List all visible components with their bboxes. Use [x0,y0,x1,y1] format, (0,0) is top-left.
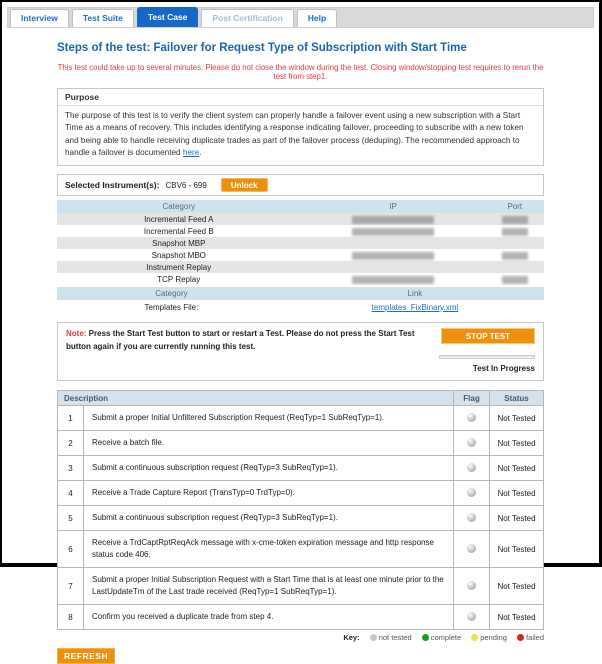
ip-cell-redacted [301,225,486,237]
port-cell-redacted [486,213,544,225]
tab-bar [7,7,594,28]
category-cell: Incremental Feed A [57,213,301,225]
ip-cell-redacted [301,273,486,285]
ip-cell-redacted [301,249,486,261]
flag-cell [454,456,490,481]
tab-post-certification: Post Certification [201,9,293,27]
step-number: 7 [58,568,84,605]
category-cell: Snapshot MBO [151,250,206,260]
step-row [58,456,544,481]
table-row [57,213,544,225]
table-row [57,237,544,249]
stop-test-button[interactable]: STOP TEST [441,328,535,344]
instruments-table [57,200,544,285]
step-description: Confirm you received a duplicate trade from step 4. [84,605,454,630]
table-row [57,225,544,237]
flag-cell [454,506,490,531]
note-prefix: Note: [66,329,87,339]
table-row [57,261,544,273]
purpose-suffix: . [199,147,202,157]
step-status: Not Tested [490,481,544,506]
templates-file-label: Templates File: [144,302,199,312]
tab-test-case[interactable]: Test Case [137,7,199,27]
step-description: Submit a proper Initial Unfiltered Subscription Request (ReqTyp=1 SubReqTyp=1). [84,406,454,431]
note-panel [57,322,544,381]
selected-instruments-bar [57,174,544,196]
table-row [57,273,544,285]
step-number: 5 [58,506,84,531]
step-description: Receive a batch file. [84,431,454,456]
step-number: 2 [58,431,84,456]
column-header-category: Category [57,287,286,300]
flag-not-tested-icon [467,544,476,553]
step-status: Not Tested [490,431,544,456]
redacted-value [352,228,434,236]
note-body: Press the Start Test button to start or restart a Test. Please do not press the Start Test button again if you are currently running this test. [66,329,415,351]
column-header-link: Link [286,287,544,300]
column-header-port: Port [486,200,544,213]
key-item-label: complete [430,633,462,643]
step-row [58,531,544,568]
failed-dot-icon [517,634,524,641]
flag-not-tested-icon [467,513,476,522]
step-status: Not Tested [490,406,544,431]
table-row [57,249,544,261]
complete-dot-icon [422,634,429,641]
step-description: Submit a continuous subscription request (ReqTyp=3 SubReqTyp=1). [84,506,454,531]
redacted-value [502,276,528,284]
redacted-value [352,276,434,284]
column-header-ip: IP [301,200,486,213]
templates-file-link[interactable]: templates_FixBinary.xml [371,302,459,312]
port-cell-redacted [486,273,544,285]
step-row [58,431,544,456]
note-text [66,328,434,373]
flag-not-tested-icon [467,413,476,422]
refresh-button[interactable]: REFRESH [57,648,115,664]
redacted-value [502,252,528,260]
flag-cell [454,481,490,506]
not-tested-dot-icon [370,634,377,641]
column-header-flag: Flag [454,391,490,406]
key-item-label: not tested [378,633,412,643]
steps-table [57,390,544,630]
step-row [58,568,544,605]
redacted-value [502,216,528,224]
step-status: Not Tested [490,605,544,630]
documentation-link[interactable]: here [182,147,200,157]
step-description: Submit a proper Initial Subscription Request with a Start Time that is at least one minute prior to the LastUpdateTm of the Last trade received (ReqTyp=1 SubReqTyp=1). [84,568,454,605]
step-number: 1 [58,406,84,431]
tab-test-suite[interactable]: Test Suite [72,9,134,27]
selected-instruments-label: Selected Instrument(s): [65,180,160,191]
purpose-text: The purpose of this test is to verify the client system can properly handle a failover event using a new subscription with a Start Time as a means of recovery. This includes identifying a response indicating failover, proceeding to subscribe with a new token and being able to handle receiving duplicate trades as part of the failover process (deduping). The recommended approach to handle a failover is documented [65,111,524,157]
step-description: Submit a continuous subscription request (ReqTyp=3 SubReqTyp=1). [84,456,454,481]
flag-not-tested-icon [467,581,476,590]
step-number: 6 [58,531,84,568]
step-number: 8 [58,605,84,630]
flag-cell [454,406,490,431]
flag-cell [454,531,490,568]
flag-not-tested-icon [467,612,476,621]
step-status: Not Tested [490,456,544,481]
ip-cell [301,237,486,249]
port-cell-redacted [486,249,544,261]
pending-dot-icon [471,634,478,641]
key-label: Key: [343,633,360,643]
step-description: Receive a Trade Capture Report (TransTyp=0 TrdTyp=0). [84,481,454,506]
category-cell: Incremental Feed B [143,226,214,236]
page-title: Steps of the test: Failover for Request Type of Subscription with Start Time [57,42,467,54]
key-item-label: pending [480,633,507,643]
step-number: 4 [58,481,84,506]
flag-not-tested-icon [467,438,476,447]
flag-cell [454,431,490,456]
step-status: Not Tested [490,531,544,568]
port-cell [486,261,544,273]
flag-cell [454,568,490,605]
test-in-progress-label: Test In Progress [472,364,535,374]
category-cell: Instrument Replay [57,261,301,273]
unlock-button[interactable]: Unlock [221,178,268,192]
purpose-panel [57,88,544,166]
step-row [58,506,544,531]
step-row [58,406,544,431]
port-cell-redacted [486,225,544,237]
port-cell [486,237,544,249]
redacted-value [352,252,434,260]
warning-text: This test could take up to several minutes. Please do not close the window during the test. Closing window/stopping test requires to rerun the test from step1. [57,63,544,81]
category-cell: TCP Replay [157,274,201,284]
flag-not-tested-icon [467,488,476,497]
tab-help[interactable]: Help [297,9,337,27]
column-header-category: Category [57,200,301,213]
redacted-value [352,216,434,224]
selected-instruments-value: CBV6 - 699 [165,180,207,190]
step-number: 3 [58,456,84,481]
step-status: Not Tested [490,568,544,605]
purpose-body [58,106,543,165]
flag-cell [454,605,490,630]
key-item-label: failed [526,633,544,643]
column-header-description: Description [58,391,454,406]
templates-table [57,287,544,314]
ip-cell [301,261,486,273]
table-row [57,300,544,314]
step-row [58,605,544,630]
tab-interview[interactable]: Interview [10,9,69,27]
redacted-value [502,228,528,236]
step-row [58,481,544,506]
step-description: Receive a TrdCaptRptReqAck message with x-cme-token expiration message and http response status code 406. [84,531,454,568]
flag-not-tested-icon [467,463,476,472]
purpose-heading: Purpose [58,89,543,106]
category-cell: Snapshot MBP [57,237,301,249]
column-header-status: Status [490,391,544,406]
progress-bar [439,355,535,359]
ip-cell-redacted [301,213,486,225]
status-key-legend [57,633,544,642]
step-status: Not Tested [490,506,544,531]
